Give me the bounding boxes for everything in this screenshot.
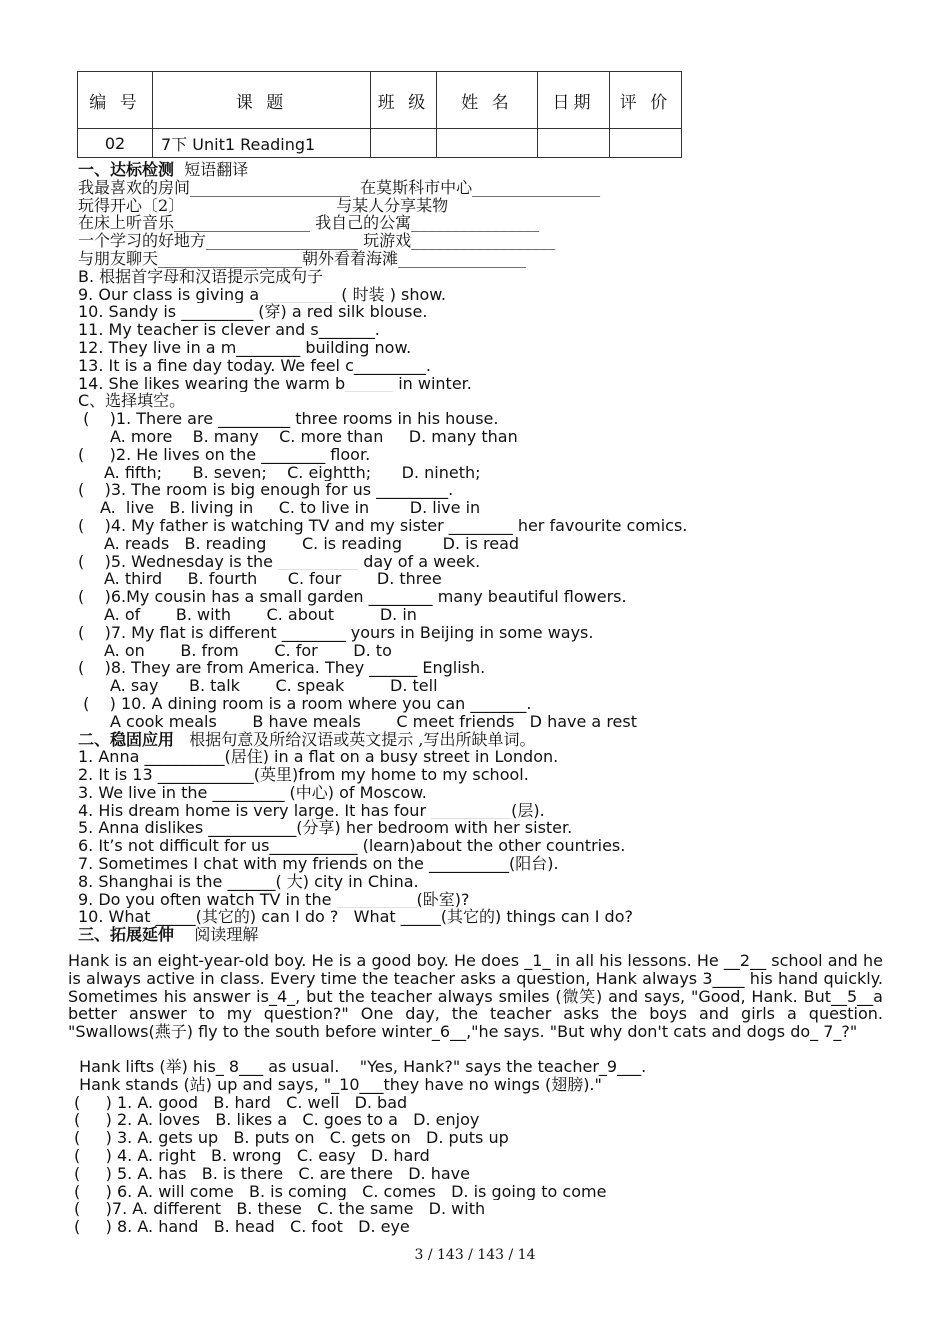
- section3-subtitle: 阅读理解: [194, 926, 259, 945]
- passage-line: Hank lifts (举) his_ 8___ as usual. "Yes, Hank?" says the teacher_9___.: [74, 1058, 647, 1076]
- col-class: 班 级: [371, 72, 437, 129]
- col-name: 姓 名: [437, 72, 538, 129]
- partC-question: ( )5. Wednesday is the __________ day of a week.: [78, 552, 481, 571]
- section2-item: 1. Anna __________(居住) in a flat on a busy street in London.: [78, 748, 559, 767]
- phrase-line: 我最喜欢的房间____________________ 在莫斯科市中心________________: [78, 178, 601, 197]
- partC-question: ( )1. There are _________ three rooms in his house.: [78, 410, 499, 428]
- partC-options: A. more B. many C. more than D. many than: [110, 427, 518, 446]
- partB-item: 10. Sandy is _________ (穿) a red silk blouse.: [78, 303, 428, 322]
- choice-item: ( ) 2. A. loves B. likes a C. goes to a D. enjoy: [74, 1111, 480, 1130]
- col-number: 编 号: [78, 72, 153, 129]
- section2-item: 8. Shanghai is the ______( 大) city in China.: [78, 872, 419, 891]
- section2-item: 6. It’s not difficult for us___________ (learn)about the other countries.: [78, 837, 626, 856]
- partC-options: A cook meals B have meals C meet friends D have a rest: [110, 712, 637, 731]
- cell-topic: 7下 Unit1 Reading1: [153, 129, 371, 158]
- partC-options: A. third B. fourth C. four D. three: [104, 570, 442, 589]
- partC-question: ( )8. They are from America. They ______ English.: [78, 659, 486, 678]
- col-topic: 课 题: [153, 72, 371, 129]
- partC-options: A. reads B. reading C. is reading D. is read: [104, 534, 520, 553]
- phrase-line: 在床上听音乐_________________ 我自己的公寓________________: [78, 214, 540, 233]
- section3-heading: [78, 926, 888, 944]
- passage-line: Hank stands (站) up and says, "_10___they have no wings (翅膀).": [74, 1075, 602, 1094]
- partC-question: ( )3. The room is big enough for us _________.: [78, 481, 454, 500]
- section2-item: 9. Do you often watch TV in the __________(卧室)?: [78, 890, 470, 909]
- cell-number: 02: [78, 129, 153, 158]
- partC-options: A. fifth; B. seven; C. eightth; D. nineth;: [104, 463, 481, 482]
- section1-title: 一、达标检测: [78, 161, 175, 179]
- choice-item: ( ) 3. A. gets up B. puts on C. gets on D. puts up: [74, 1129, 509, 1147]
- partC-options: A. of B. with C. about D. in: [104, 605, 417, 624]
- section2-heading: [78, 731, 888, 749]
- col-date: 日期: [538, 72, 610, 129]
- section2-item: 4. His dream home is very large. It has four __________(层).: [78, 801, 545, 820]
- partC-options: A. on B. from C. for D. to: [104, 641, 392, 660]
- choice-item: ( ) 4. A. right B. wrong C. easy D. hard: [74, 1146, 430, 1165]
- cell-name[interactable]: [437, 129, 538, 158]
- cell-class[interactable]: [371, 129, 437, 158]
- col-evaluation: 评 价: [610, 72, 682, 129]
- partC-list: [78, 410, 888, 730]
- section3-title: 三、拓展延伸: [78, 926, 175, 945]
- partC-question: ( )7. My flat is different ________ yours in Beijing in some ways.: [78, 623, 594, 642]
- partC-question: ( )2. He lives on the ________ floor.: [78, 445, 371, 464]
- section2-item: 7. Sometimes I chat with my friends on the __________(阳台).: [78, 855, 559, 873]
- reading-passage: Hank is an eight-year-old boy. He is a good boy. He does _1_ in all his lessons. He __2__ school and he is always active in class. Every time the teacher asks a question, Hank always 3____ his hand quickly. Sometimes his answer is_4_, but the teacher always smiles (微笑) and says, "Good, Hank. But__5__a better answer to my question?" One day, the teacher asks the boys and girls a question. "Swallows(燕子) fly to the south before winter_6__,"he says. "But why don't cats and dogs do_ 7_?": [68, 951, 883, 1042]
- header-table: [77, 71, 682, 158]
- partC-question: ( )6.My cousin has a small garden ________ many beautiful flowers.: [78, 588, 627, 606]
- partC-options: A. say B. talk C. speak D. tell: [110, 677, 438, 695]
- partC-title: C、选择填空。: [78, 392, 186, 411]
- partB-item: 11. My teacher is clever and s_______.: [78, 321, 380, 339]
- reading-passage-continuation: [74, 1058, 883, 1236]
- phrase-line: 与朋友聊天__________________朝外看着海滩________________: [78, 249, 527, 268]
- choice-item: ( )7. A. different B. these C. the same D. with: [74, 1200, 486, 1219]
- partB-item: 13. It is a fine day today. We feel c_________.: [78, 356, 431, 375]
- choice-item: ( ) 5. A. has B. is there C. are there D. have: [74, 1164, 470, 1183]
- cell-evaluation[interactable]: [610, 129, 682, 158]
- content-area: [78, 161, 888, 944]
- section1-heading: [78, 161, 888, 179]
- choice-item: ( ) 8. A. hand B. head C. foot D. eye: [74, 1218, 410, 1236]
- cell-date[interactable]: [538, 129, 610, 158]
- section2-item: 3. We live in the _________ (中心) of Moscow.: [78, 783, 427, 802]
- partC-question: ( )4. My father is watching TV and my sister ________ her favourite comics.: [78, 516, 688, 535]
- partB-item: 14. She likes wearing the warm b______ in winter.: [78, 374, 472, 393]
- section2-subtitle: 根据句意及所给汉语或英文提示 ,写出所缺单词。: [189, 730, 536, 749]
- phrase-line: 一个学习的好地方___________________ 玩游戏__________________: [78, 232, 556, 250]
- partC-question: ( ) 10. A dining room is a room where you can _______.: [78, 694, 532, 713]
- partB-title: B. 根据首字母和汉语提示完成句子: [78, 267, 324, 286]
- choice-item: ( ) 6. A. will come B. is coming C. comes D. is going to come: [74, 1182, 607, 1201]
- partB-item: 12. They live in a m________ building now.: [78, 338, 412, 357]
- section2-item: 2. It is 13 ____________(英里)from my home to my school.: [78, 766, 529, 784]
- partC-options: A. live B. living in C. to live in D. live in: [100, 499, 481, 517]
- section2-item: 5. Anna dislikes ___________(分享) her bedroom with her sister.: [78, 819, 573, 838]
- phrase-line: 玩得开心〔2〕___________________与某人分享某物________________: [78, 196, 577, 215]
- section2-title: 二、稳固应用: [78, 730, 175, 749]
- section1-subtitle: 短语翻译: [184, 161, 249, 179]
- partB-item: 9. Our class is giving a _________ ( 时装 ) show.: [78, 285, 447, 304]
- page-footer: 3 / 143 / 143 / 14: [414, 1247, 536, 1263]
- choice-item: ( ) 1. A. good B. hard C. well D. bad: [74, 1093, 408, 1112]
- section2-item: 10. What _____(其它的) can I do ? What _____(其它的) things can I do?: [78, 908, 633, 927]
